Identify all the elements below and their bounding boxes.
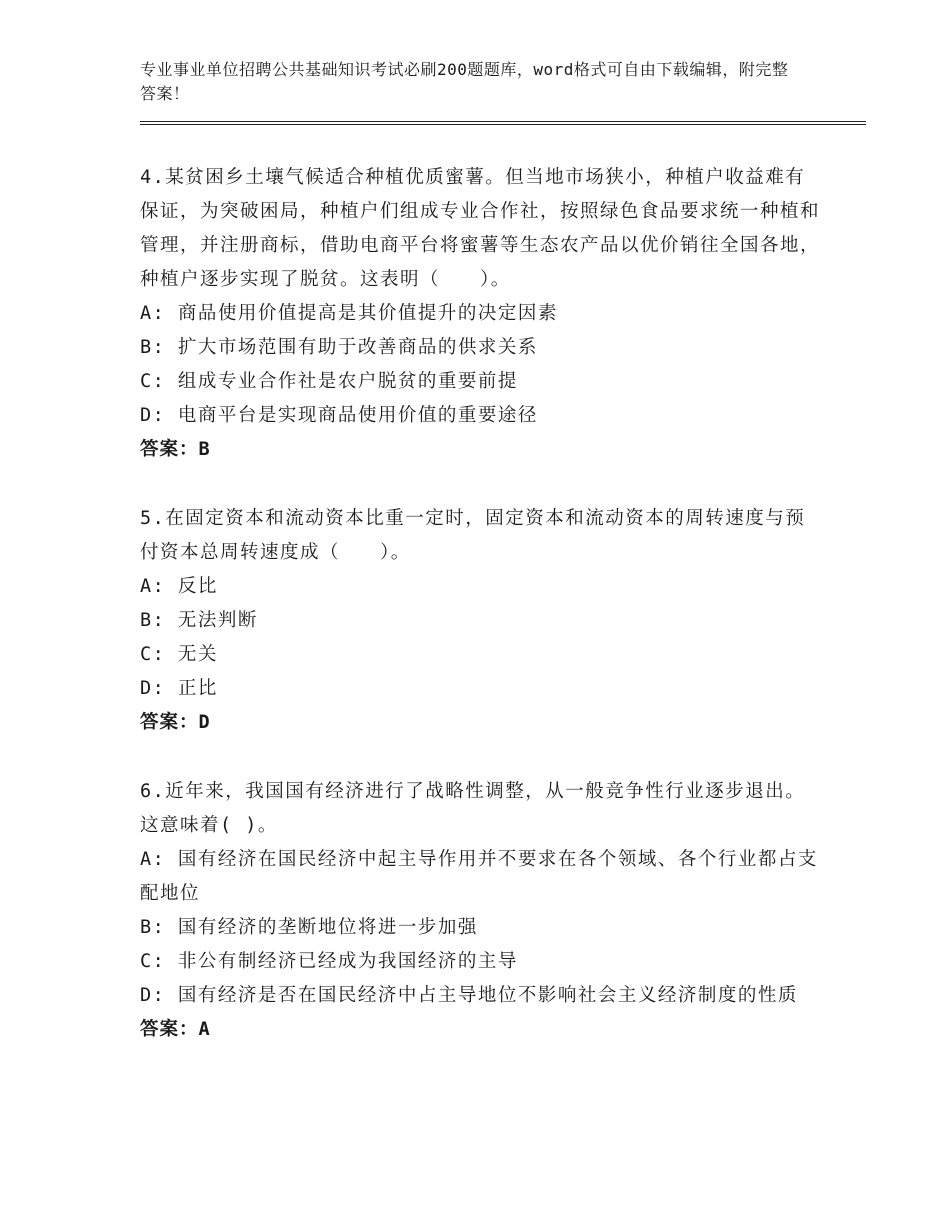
option-b: B: 无法判断 [140, 610, 258, 631]
answer-label: 答案：A [140, 1019, 211, 1040]
option-c: C: 非公有制经济已经成为我国经济的主导 [140, 951, 518, 972]
option-c: C: 无关 [140, 644, 218, 665]
answer-label: 答案：D [140, 712, 211, 733]
option-d: D: 正比 [140, 678, 218, 699]
question-stem: 4.某贫困乡土壤气候适合种植优质蜜薯。但当地市场狭小，种植户收益难有保证，为突破困局，种植户们组成专业合作社，按照绿色食品要求统一种植和管理，并注册商标，借助电商平台将蜜薯等生态农产品以优价销往全国各地，种植户逐步实现了脱贫。这表明（ ）。 [140, 167, 821, 290]
question-stem: 5.在固定资本和流动资本比重一定时，固定资本和流动资本的周转速度与预付资本总周转速度成（ ）。 [140, 508, 806, 563]
option-d: D: 国有经济是否在国民经济中占主导地位不影响社会主义经济制度的性质 [140, 985, 798, 1006]
option-a: A: 国有经济在国民经济中起主导作用并不要求在各个领域、各个行业都占支配地位 [140, 849, 818, 904]
option-a: A: 商品使用价值提高是其价值提升的决定因素 [140, 303, 558, 324]
document-header-title: 专业事业单位招聘公共基础知识考试必刷200题题库，word格式可自由下载编辑，附完整答案！ [140, 60, 789, 103]
option-c: C: 组成专业合作社是农户脱贫的重要前提 [140, 371, 518, 392]
option-b: B: 国有经济的垄断地位将进一步加强 [140, 917, 478, 938]
question-6 [140, 775, 820, 1047]
header-divider [140, 121, 866, 125]
option-a: A: 反比 [140, 576, 218, 597]
option-b: B: 扩大市场范围有助于改善商品的供求关系 [140, 337, 538, 358]
option-d: D: 电商平台是实现商品使用价值的重要途径 [140, 405, 538, 426]
question-4 [140, 161, 820, 467]
question-5 [140, 502, 820, 740]
answer-label: 答案：B [140, 439, 211, 460]
question-stem: 6.近年来，我国国有经济进行了战略性调整，从一般竞争性行业逐步退出。这意味着( )。 [140, 781, 806, 836]
